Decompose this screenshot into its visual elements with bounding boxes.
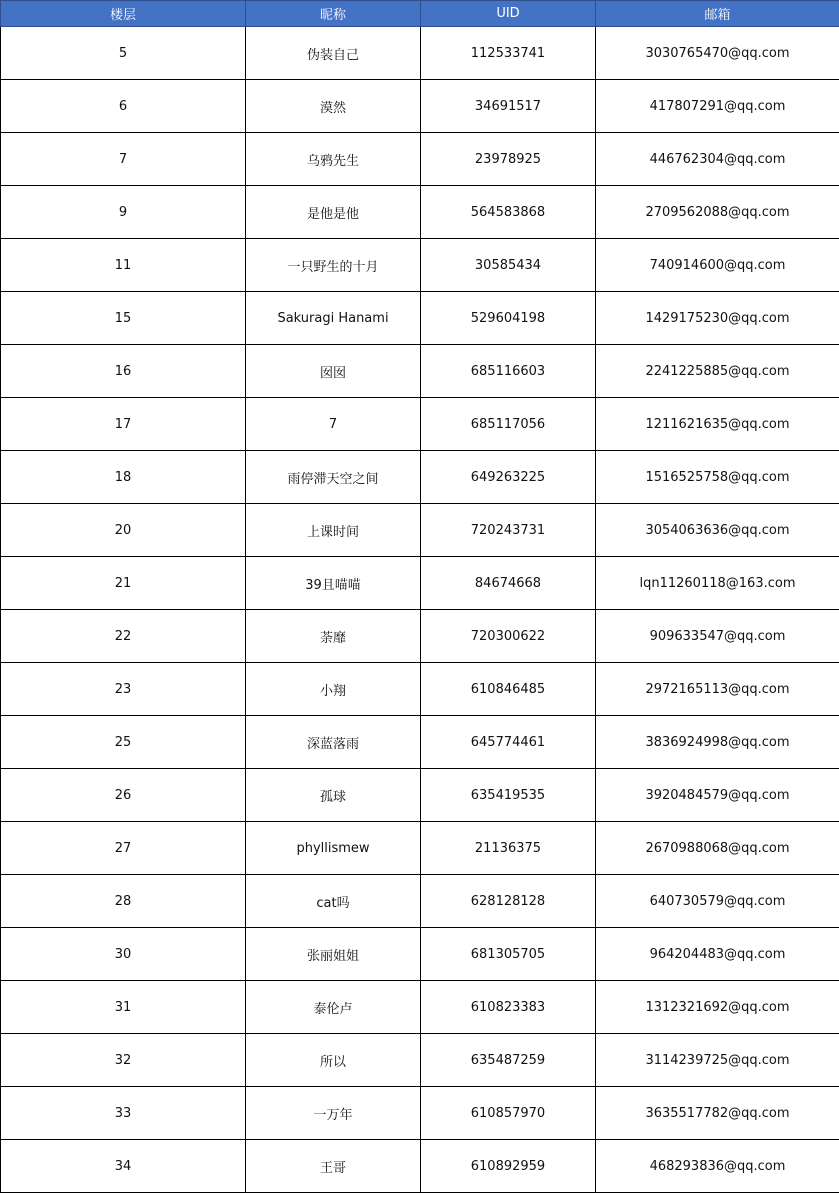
uid-cell: 23978925	[421, 133, 596, 186]
email-cell: 3920484579@qq.com	[596, 769, 839, 822]
nickname-cell: 乌鸦先生	[246, 133, 421, 186]
uid-cell: 529604198	[421, 292, 596, 345]
floor-cell: 18	[1, 451, 246, 504]
email-cell: 3054063636@qq.com	[596, 504, 839, 557]
floor-cell: 32	[1, 1034, 246, 1087]
nickname-cell: 雨停滞天空之间	[246, 451, 421, 504]
floor-cell: 33	[1, 1087, 246, 1140]
uid-cell: 610846485	[421, 663, 596, 716]
uid-cell: 84674668	[421, 557, 596, 610]
email-cell: 1211621635@qq.com	[596, 398, 839, 451]
email-cell: 468293836@qq.com	[596, 1140, 839, 1193]
header-floor: 楼层	[1, 1, 246, 27]
email-cell: 909633547@qq.com	[596, 610, 839, 663]
floor-cell: 6	[1, 80, 246, 133]
email-cell: 964204483@qq.com	[596, 928, 839, 981]
table-row	[1, 1087, 839, 1140]
email-cell: 417807291@qq.com	[596, 80, 839, 133]
table-row	[1, 186, 839, 239]
nickname-cell: 伪装自己	[246, 27, 421, 80]
nickname-cell: 荼靡	[246, 610, 421, 663]
uid-cell: 610892959	[421, 1140, 596, 1193]
email-cell: 3030765470@qq.com	[596, 27, 839, 80]
email-cell: 1312321692@qq.com	[596, 981, 839, 1034]
uid-cell: 610823383	[421, 981, 596, 1034]
uid-cell: 720300622	[421, 610, 596, 663]
floor-cell: 26	[1, 769, 246, 822]
table-row	[1, 80, 839, 133]
email-cell: 740914600@qq.com	[596, 239, 839, 292]
uid-cell: 681305705	[421, 928, 596, 981]
table-header	[1, 1, 839, 27]
uid-cell: 635419535	[421, 769, 596, 822]
floor-cell: 25	[1, 716, 246, 769]
floor-cell: 31	[1, 981, 246, 1034]
table-body	[1, 27, 839, 1193]
nickname-cell: phyllismew	[246, 822, 421, 875]
header-email: 邮箱	[596, 1, 839, 27]
uid-cell: 628128128	[421, 875, 596, 928]
uid-cell: 720243731	[421, 504, 596, 557]
floor-cell: 28	[1, 875, 246, 928]
email-cell: 1429175230@qq.com	[596, 292, 839, 345]
nickname-cell: 是他是他	[246, 186, 421, 239]
header-row	[1, 1, 839, 27]
nickname-cell: 囡囡	[246, 345, 421, 398]
table-row	[1, 239, 839, 292]
email-cell: 3635517782@qq.com	[596, 1087, 839, 1140]
floor-cell: 34	[1, 1140, 246, 1193]
table-row	[1, 27, 839, 80]
floor-cell: 21	[1, 557, 246, 610]
table-row	[1, 292, 839, 345]
table-row	[1, 928, 839, 981]
floor-cell: 27	[1, 822, 246, 875]
nickname-cell: 一万年	[246, 1087, 421, 1140]
nickname-cell: 所以	[246, 1034, 421, 1087]
nickname-cell: Sakuragi Hanami	[246, 292, 421, 345]
email-cell: lqn11260118@163.com	[596, 557, 839, 610]
table-row	[1, 875, 839, 928]
uid-cell: 564583868	[421, 186, 596, 239]
table-row	[1, 1034, 839, 1087]
nickname-cell: 孤球	[246, 769, 421, 822]
nickname-cell: 39且喵喵	[246, 557, 421, 610]
floor-cell: 17	[1, 398, 246, 451]
email-cell: 2670988068@qq.com	[596, 822, 839, 875]
table-row	[1, 1140, 839, 1193]
email-cell: 2972165113@qq.com	[596, 663, 839, 716]
table-row	[1, 398, 839, 451]
floor-cell: 5	[1, 27, 246, 80]
uid-cell: 610857970	[421, 1087, 596, 1140]
nickname-cell: 泰伦卢	[246, 981, 421, 1034]
nickname-cell: 小翔	[246, 663, 421, 716]
floor-cell: 30	[1, 928, 246, 981]
email-cell: 640730579@qq.com	[596, 875, 839, 928]
floor-cell: 7	[1, 133, 246, 186]
nickname-cell: 上课时间	[246, 504, 421, 557]
uid-cell: 30585434	[421, 239, 596, 292]
nickname-cell: 一只野生的十月	[246, 239, 421, 292]
email-cell: 2709562088@qq.com	[596, 186, 839, 239]
uid-cell: 685117056	[421, 398, 596, 451]
nickname-cell: 深蓝落雨	[246, 716, 421, 769]
floor-cell: 15	[1, 292, 246, 345]
email-cell: 3836924998@qq.com	[596, 716, 839, 769]
floor-cell: 11	[1, 239, 246, 292]
uid-cell: 112533741	[421, 27, 596, 80]
uid-cell: 34691517	[421, 80, 596, 133]
table-row	[1, 557, 839, 610]
floor-cell: 9	[1, 186, 246, 239]
nickname-cell: 王哥	[246, 1140, 421, 1193]
floor-cell: 23	[1, 663, 246, 716]
table-row	[1, 504, 839, 557]
uid-cell: 649263225	[421, 451, 596, 504]
header-uid: UID	[421, 1, 596, 27]
table-row	[1, 822, 839, 875]
table-row	[1, 345, 839, 398]
uid-cell: 635487259	[421, 1034, 596, 1087]
header-nickname: 昵称	[246, 1, 421, 27]
nickname-cell: 张丽姐姐	[246, 928, 421, 981]
email-cell: 3114239725@qq.com	[596, 1034, 839, 1087]
table-row	[1, 716, 839, 769]
table-row	[1, 133, 839, 186]
uid-cell: 21136375	[421, 822, 596, 875]
floor-cell: 20	[1, 504, 246, 557]
nickname-cell: cat吗	[246, 875, 421, 928]
email-cell: 2241225885@qq.com	[596, 345, 839, 398]
uid-cell: 645774461	[421, 716, 596, 769]
nickname-cell: 漠然	[246, 80, 421, 133]
table-row	[1, 769, 839, 822]
table-row	[1, 663, 839, 716]
table-row	[1, 451, 839, 504]
floor-cell: 22	[1, 610, 246, 663]
email-cell: 1516525758@qq.com	[596, 451, 839, 504]
table-row	[1, 610, 839, 663]
floor-cell: 16	[1, 345, 246, 398]
table-row	[1, 981, 839, 1034]
uid-cell: 685116603	[421, 345, 596, 398]
nickname-cell: 7	[246, 398, 421, 451]
email-cell: 446762304@qq.com	[596, 133, 839, 186]
